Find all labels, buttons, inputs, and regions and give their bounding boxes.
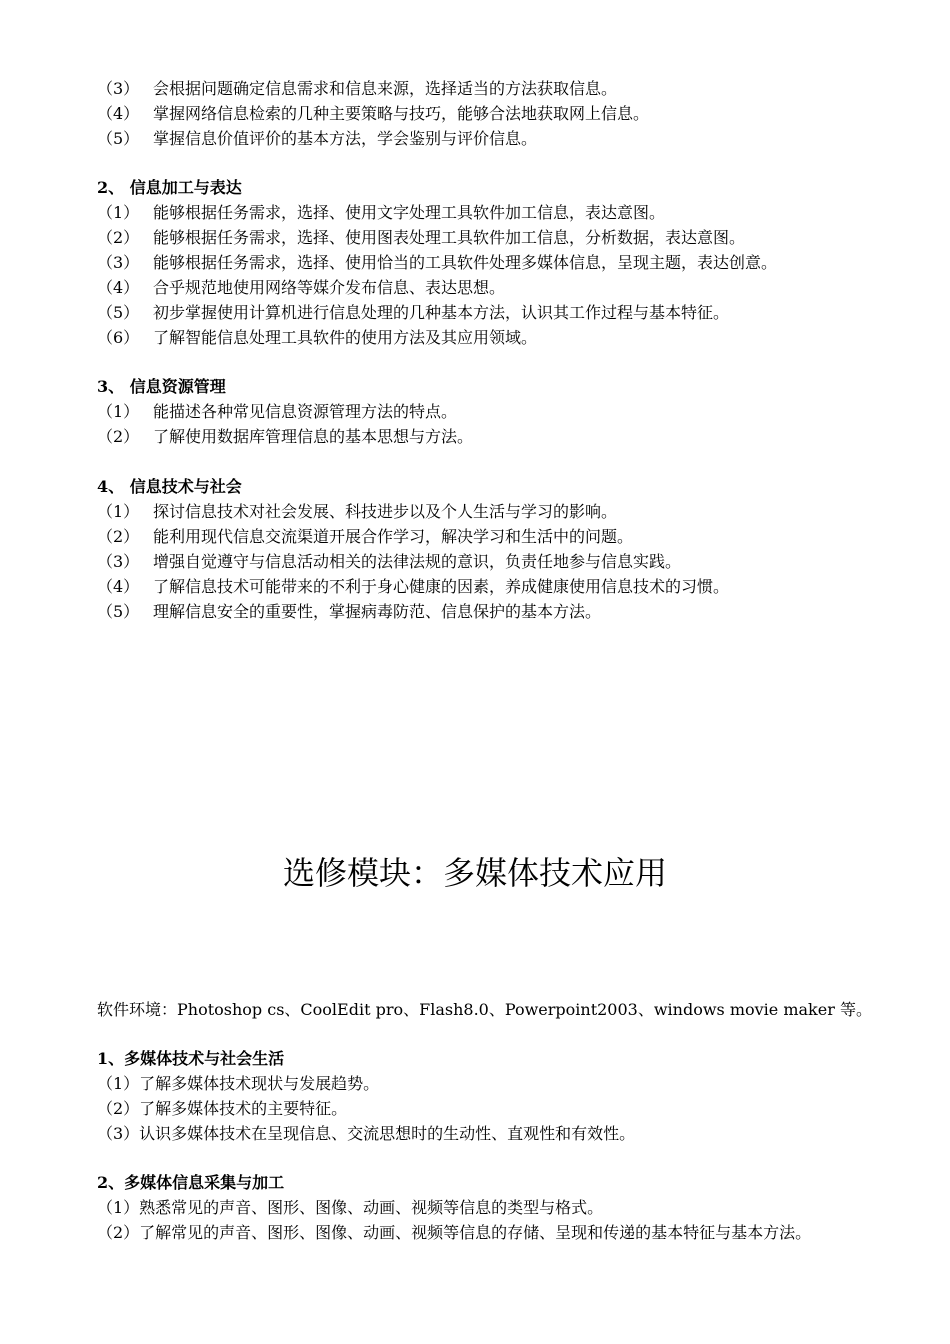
list-item: [97, 225, 897, 250]
list-item: [97, 275, 897, 300]
list-item: [97, 599, 897, 624]
list-item: [97, 424, 897, 449]
item-number: （5）: [97, 303, 140, 322]
item-text: 会根据问题确定信息需求和信息来源，选择适当的方法获取信息。: [153, 79, 618, 98]
item-number: （4）: [97, 278, 140, 297]
item-text: 能够根据任务需求，选择、使用文字处理工具软件加工信息，表达意图。: [153, 203, 666, 222]
item-text: 了解信息技术可能带来的不利于身心健康的因素，养成健康使用信息技术的习惯。: [153, 577, 730, 596]
software-env-text: 软件环境：Photoshop cs、CoolEdit pro、Flash8.0、Powerpoint2003、windows movie maker 等。: [97, 1000, 872, 1019]
list-item: [97, 499, 897, 524]
list-item: （2）了解常见的声音、图形、图像、动画、视频等信息的存储、呈现和传递的基本特征与基本方法。: [97, 1223, 812, 1242]
item-text: 了解使用数据库管理信息的基本思想与方法。: [153, 427, 474, 446]
item-text: 合乎规范地使用网络等媒介发布信息、表达思想。: [153, 278, 506, 297]
section1-list: [97, 76, 897, 151]
section-heading: 2、 信息加工与表达: [97, 178, 242, 197]
list-item: （3）认识多媒体技术在呈现信息、交流思想时的生动性、直观性和有效性。: [97, 1124, 636, 1143]
section3: [97, 374, 897, 449]
module-title: 选修模块：多媒体技术应用: [282, 854, 667, 892]
list-item: [97, 76, 897, 101]
list-item: （1）熟悉常见的声音、图形、图像、动画、视频等信息的类型与格式。: [97, 1198, 604, 1217]
item-number: （4）: [97, 104, 140, 123]
item-text: 能描述各种常见信息资源管理方法的特点。: [153, 402, 458, 421]
list-item: [97, 101, 897, 126]
list-item: [97, 325, 897, 350]
item-text: 能利用现代信息交流渠道开展合作学习，解决学习和生活中的问题。: [153, 527, 634, 546]
section-heading: 1、多媒体技术与社会生活: [97, 1049, 285, 1068]
mm-section2: [97, 1170, 897, 1245]
item-number: （1）: [97, 502, 140, 521]
list-item: [97, 524, 897, 549]
item-text: 了解智能信息处理工具软件的使用方法及其应用领域。: [153, 328, 538, 347]
item-text: 掌握信息价值评价的基本方法，学会鉴别与评价信息。: [153, 129, 538, 148]
item-number: （3）: [97, 79, 140, 98]
list-item: [97, 399, 897, 424]
list-item: [97, 574, 897, 599]
item-text: 增强自觉遵守与信息活动相关的法律法规的意识，负责任地参与信息实践。: [153, 552, 682, 571]
item-number: （3）: [97, 552, 140, 571]
item-number: （5）: [97, 129, 140, 148]
item-number: （3）: [97, 253, 140, 272]
list-item: [97, 126, 897, 151]
item-text: 理解信息安全的重要性，掌握病毒防范、信息保护的基本方法。: [153, 602, 602, 621]
section-heading: 2、多媒体信息采集与加工: [97, 1173, 285, 1192]
software-env: [97, 997, 897, 1022]
item-text: 能够根据任务需求，选择、使用恰当的工具软件处理多媒体信息，呈现主题，表达创意。: [153, 253, 778, 272]
item-number: （5）: [97, 602, 140, 621]
section-heading: 3、 信息资源管理: [97, 377, 226, 396]
section4: [97, 474, 897, 624]
item-number: （2）: [97, 527, 140, 546]
item-text: 能够根据任务需求，选择、使用图表处理工具软件加工信息，分析数据，表达意图。: [153, 228, 746, 247]
list-item: [97, 549, 897, 574]
item-number: （2）: [97, 427, 140, 446]
section-heading: 4、 信息技术与社会: [97, 477, 242, 496]
list-item: [97, 250, 897, 275]
item-text: 掌握网络信息检索的几种主要策略与技巧，能够合法地获取网上信息。: [153, 104, 650, 123]
item-number: （1）: [97, 203, 140, 222]
list-item: [97, 300, 897, 325]
section2: [97, 175, 897, 350]
item-number: （1）: [97, 402, 140, 421]
list-item: （2）了解多媒体技术的主要特征。: [97, 1099, 348, 1118]
item-text: 初步掌握使用计算机进行信息处理的几种基本方法，认识其工作过程与基本特征。: [153, 303, 730, 322]
list-item: [97, 200, 897, 225]
mm-section1: [97, 1046, 897, 1146]
item-text: 探讨信息技术对社会发展、科技进步以及个人生活与学习的影响。: [153, 502, 618, 521]
list-item: （1）了解多媒体技术现状与发展趋势。: [97, 1074, 380, 1093]
item-number: （2）: [97, 228, 140, 247]
item-number: （6）: [97, 328, 140, 347]
item-number: （4）: [97, 577, 140, 596]
